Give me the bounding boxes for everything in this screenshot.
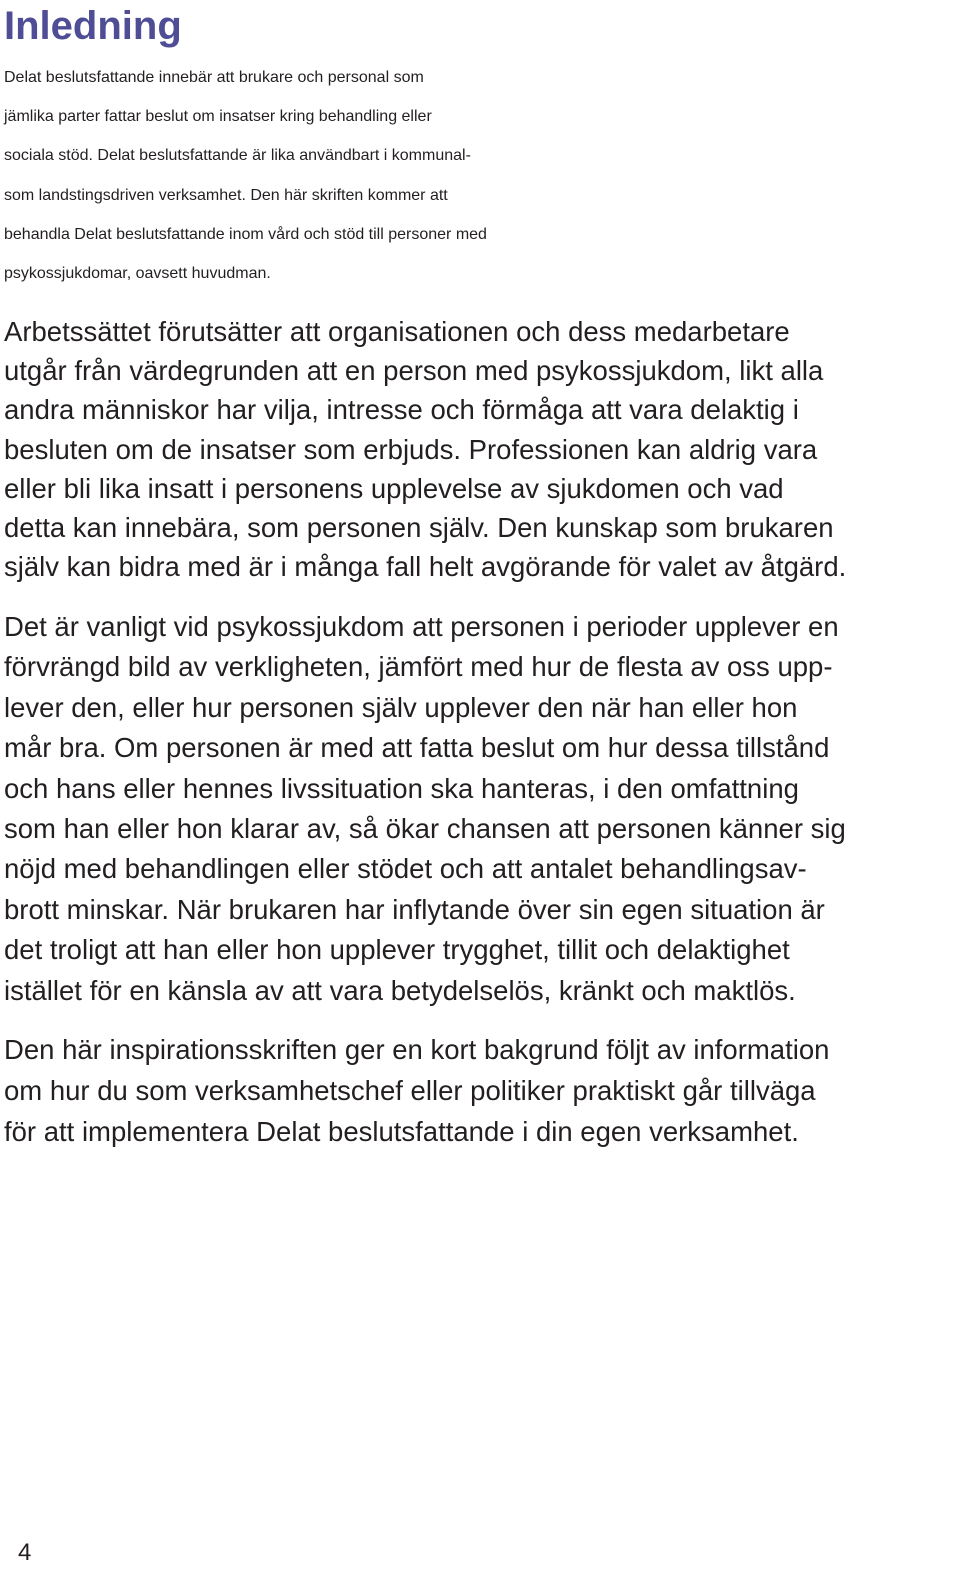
lead-line: jämlika parter fattar beslut om insatser kring behandling eller bbox=[4, 108, 432, 126]
paragraph-line: om hur du som verksamhetschef eller politiker praktiskt går tillväga bbox=[4, 1075, 816, 1106]
paragraph-line: lever den, eller hur personen själv upplever den när han eller hon bbox=[4, 691, 798, 723]
paragraph-line: som han eller hon klarar av, så ökar chansen att personen känner sig bbox=[4, 812, 846, 844]
lead-line: Delat beslutsfattande innebär att brukare och personal som bbox=[4, 69, 424, 86]
body-paragraph-psychosis bbox=[4, 607, 846, 1011]
paragraph-line: detta kan innebära, som personen själv. Den kunskap som brukaren bbox=[4, 511, 834, 543]
paragraph-line: mår bra. Om personen är med att fatta beslut om hur dessa tillstånd bbox=[4, 732, 830, 764]
section-heading: Inledning bbox=[4, 4, 182, 48]
lead-paragraph bbox=[4, 58, 960, 293]
page-number: 4 bbox=[18, 1539, 32, 1566]
paragraph-line: besluten om de insatser som erbjuds. Professionen kan aldrig vara bbox=[4, 433, 818, 465]
paragraph-line: nöjd med behandlingen eller stödet och att antalet behandlingsav- bbox=[4, 853, 807, 885]
paragraph-line: eller bli lika insatt i personens upplevelse av sjukdomen och vad bbox=[4, 472, 784, 504]
paragraph-line: brott minskar. När brukaren har inflytande över sin egen situation är bbox=[4, 893, 825, 925]
paragraph-line: andra människor har vilja, intresse och förmåga att vara delaktig i bbox=[4, 394, 799, 426]
paragraph-line: det troligt att han eller hon upplever trygghet, tillit och delaktighet bbox=[4, 934, 790, 966]
paragraph-line: Arbetssättet förutsätter att organisationen och dess medarbetare bbox=[4, 316, 790, 347]
paragraph-line: själv kan bidra med är i många fall helt avgörande för valet av åtgärd. bbox=[4, 551, 847, 583]
paragraph-line: Det är vanligt vid psykossjukdom att personen i perioder upplever en bbox=[4, 611, 839, 642]
paragraph-line: Den här inspirationsskriften ger en kort bakgrund följt av information bbox=[4, 1034, 830, 1065]
paragraph-line: förvrängd bild av verkligheten, jämfört med hur de flesta av oss upp- bbox=[4, 651, 833, 683]
lead-line: sociala stöd. Delat beslutsfattande är lika användbart i kommunal- bbox=[4, 147, 471, 165]
body-paragraph-approach bbox=[4, 312, 846, 586]
paragraph-line: och hans eller hennes livssituation ska hanteras, i den omfattning bbox=[4, 772, 799, 804]
paragraph-line: utgår från värdegrunden att en person med psykossjukdom, likt alla bbox=[4, 355, 824, 387]
lead-line: som landstingsdriven verksamhet. Den här skriften kommer att bbox=[4, 186, 448, 204]
lead-line: psykossjukdomar, oavsett huvudman. bbox=[4, 264, 271, 282]
paragraph-line: för att implementera Delat beslutsfattande i din egen verksamhet. bbox=[4, 1116, 799, 1147]
paragraph-line: istället för en känsla av att vara betydelselös, kränkt och maktlös. bbox=[4, 974, 796, 1006]
lead-line: behandla Delat beslutsfattande inom vård och stöd till personer med bbox=[4, 225, 487, 243]
body-paragraph-purpose bbox=[4, 1029, 829, 1152]
